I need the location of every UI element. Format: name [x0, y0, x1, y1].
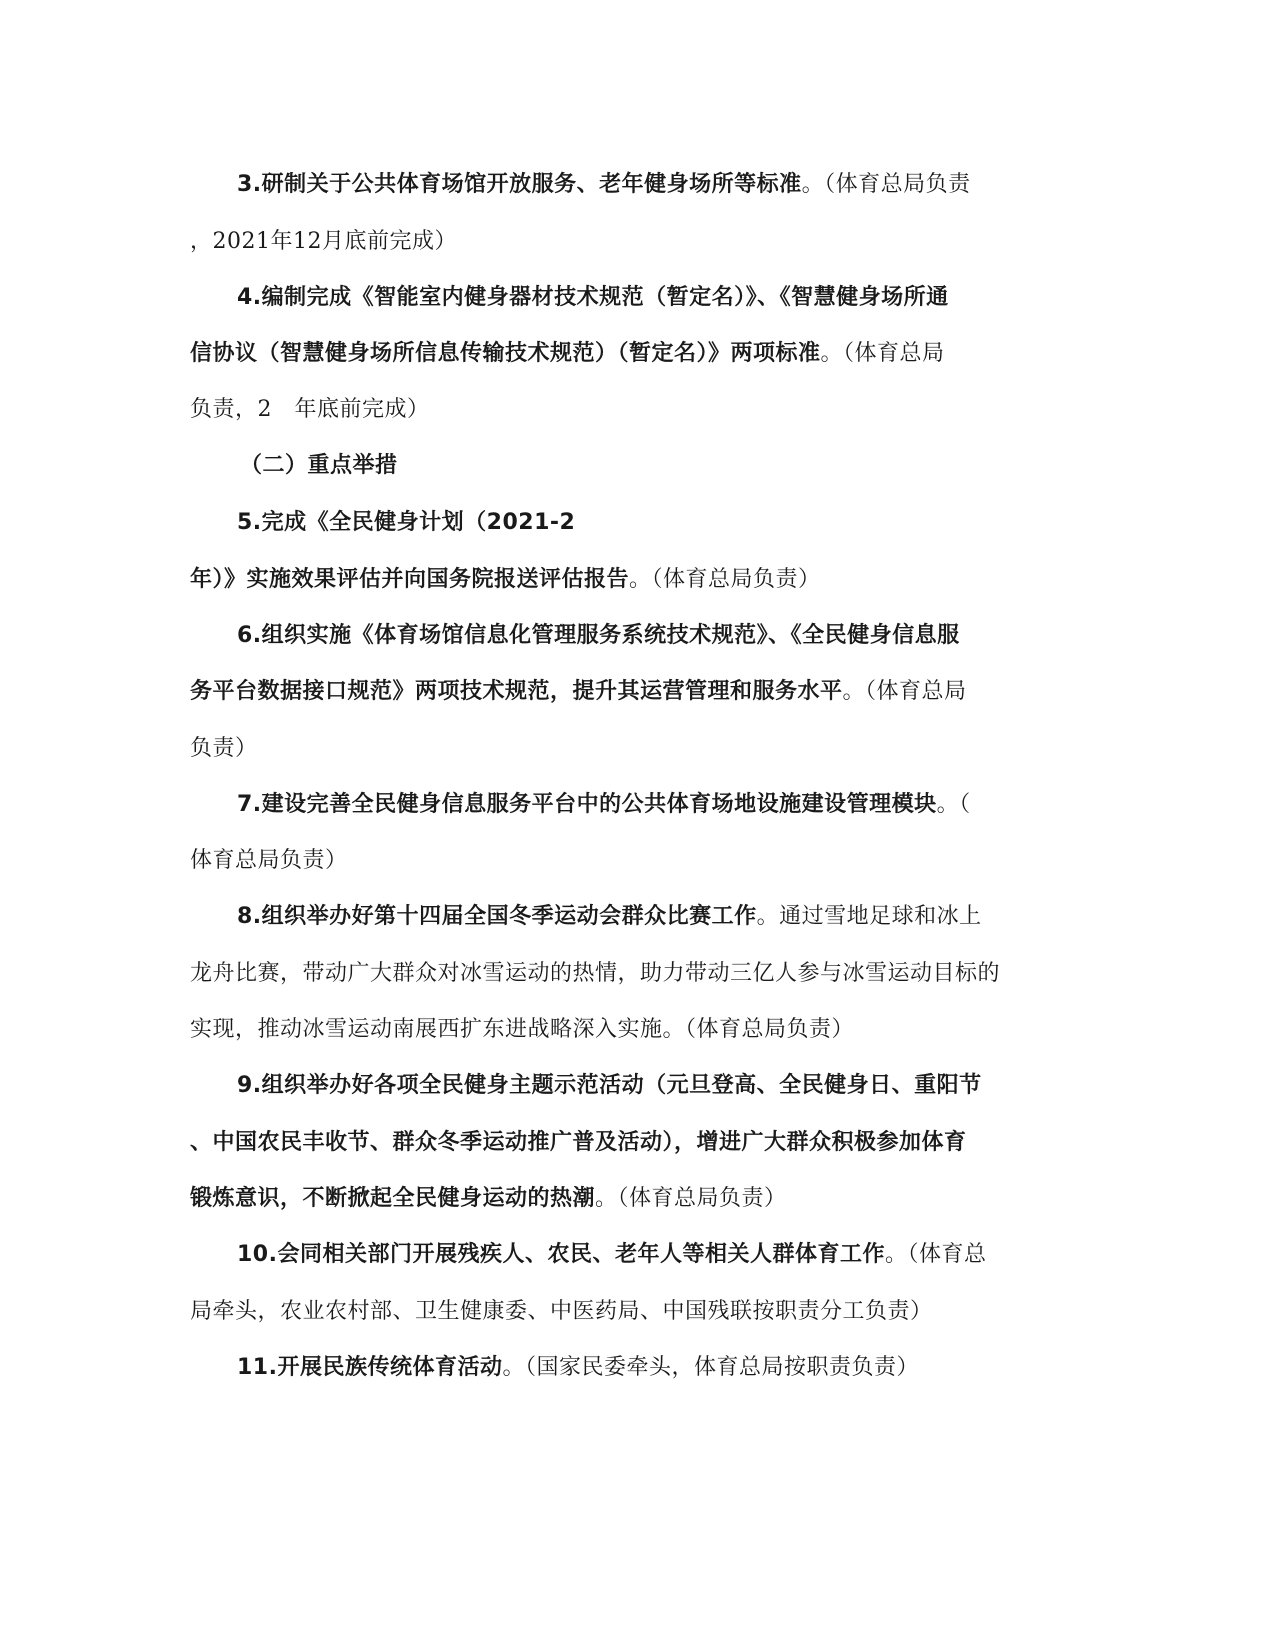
- item-5-bold: 5.完成《全民健身计划（2021-2: [237, 510, 576, 535]
- item-8-bold: 8.组织举办好第十四届全国冬季运动会群众比赛工作: [237, 904, 757, 929]
- item-9-line-1: [237, 1071, 982, 1101]
- item-6-line-1: [237, 621, 960, 651]
- item-11-note: 。（国家民委牵头，体育总局按职责负责）: [502, 1355, 919, 1380]
- item-4-note-cont: 负责，2 年底前完成）: [190, 397, 430, 422]
- item-3-bold: 3.研制关于公共体育场馆开放服务、老年健身场所等标准: [237, 172, 802, 197]
- item-4-note: 。（体育总局: [820, 341, 945, 366]
- item-6-line-3: [190, 734, 258, 764]
- section-heading: [240, 451, 398, 481]
- item-5-note: 。（体育总局负责）: [629, 567, 821, 592]
- item-6-note: 。（体育总局: [842, 679, 967, 704]
- item-9-note: 。（体育总局负责）: [595, 1186, 787, 1211]
- item-7-line-2: [190, 846, 348, 876]
- section-heading-text: （二）重点举措: [240, 453, 398, 478]
- item-4-line-2: [190, 339, 945, 369]
- item-7-note-cont: 体育总局负责）: [190, 848, 348, 873]
- item-7-bold: 7.建设完善全民健身信息服务平台中的公共体育场地设施建设管理模块: [237, 792, 937, 817]
- item-6-bold-cont: 务平台数据接口规范》两项技术规范，提升其运营管理和服务水平: [190, 679, 843, 704]
- item-8-line-3: [190, 1015, 854, 1045]
- item-6-bold: 6.组织实施《体育场馆信息化管理服务系统技术规范》、《全民健身信息服: [237, 623, 960, 648]
- item-4-bold: 4.编制完成《智能室内健身器材技术规范（暂定名）》、《智慧健身场所通: [237, 285, 949, 310]
- item-11-bold: 11.开展民族传统体育活动: [237, 1355, 503, 1380]
- item-8-line-2: [190, 959, 1000, 989]
- item-10-note: 。（体育总: [884, 1242, 987, 1267]
- item-8-text-cont-1: 龙舟比赛，带动广大群众对冰雪运动的热情，助力带动三亿人参与冰雪运动目标的: [190, 961, 1001, 986]
- item-9-line-3: [190, 1184, 787, 1214]
- item-8-text: 。通过雪地足球和冰上: [756, 904, 982, 929]
- item-7-note: 。（: [936, 792, 971, 817]
- item-10-line-2: [190, 1297, 933, 1327]
- item-4-bold-cont: 信协议（智慧健身场所信息传输技术规范）（暂定名）》两项标准: [190, 341, 821, 366]
- item-9-bold-cont-2: 锻炼意识，不断掀起全民健身运动的热潮: [190, 1186, 596, 1211]
- item-10-note-cont: 局牵头，农业农村部、卫生健康委、中医药局、中国残联按职责分工负责）: [190, 1299, 933, 1324]
- item-9-bold-cont-1: 、中国农民丰收节、群众冬季运动推广普及活动），增进广大群众积极参加体育: [190, 1130, 967, 1155]
- item-5-bold-cont: 年）》实施效果评估并向国务院报送评估报告: [190, 567, 630, 592]
- item-3-line-1: [237, 170, 971, 200]
- item-3-note: 。（体育总局负责: [801, 172, 971, 197]
- item-6-line-2: [190, 677, 967, 707]
- item-9-bold: 9.组织举办好各项全民健身主题示范活动（元旦登高、全民健身日、重阳节: [237, 1073, 982, 1098]
- item-5-line-2: [190, 565, 821, 595]
- item-9-line-2: [190, 1128, 967, 1158]
- item-10-bold: 10.会同相关部门开展残疾人、农民、老年人等相关人群体育工作: [237, 1242, 885, 1267]
- item-11-line-1: [237, 1353, 919, 1383]
- item-6-note-cont: 负责）: [190, 736, 258, 761]
- item-3-note-cont: ，2021年12月底前完成）: [190, 229, 457, 254]
- item-8-line-1: [237, 902, 982, 932]
- item-4-line-3: [190, 395, 430, 425]
- item-10-line-1: [237, 1240, 987, 1270]
- item-7-line-1: [237, 790, 971, 820]
- item-8-text-cont-2: 实现，推动冰雪运动南展西扩东进战略深入实施。（体育总局负责）: [190, 1017, 855, 1042]
- item-4-line-1: [237, 283, 949, 313]
- item-5-line-1: [237, 508, 575, 538]
- item-3-line-2: [190, 227, 457, 257]
